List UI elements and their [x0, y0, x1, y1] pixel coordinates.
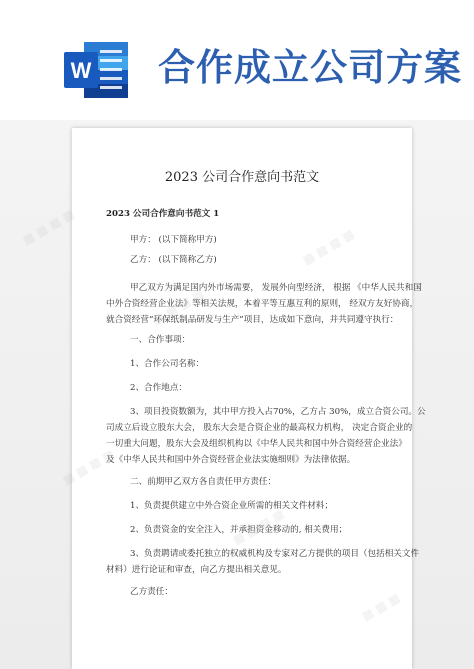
paragraph-line: 2、合作地点： — [130, 383, 188, 393]
section-heading: 一、合作事项： — [130, 335, 191, 345]
paragraph-line: 3、项目投资数额为，其中甲方投入占70%，乙方占 30%，成立合资公司。公 — [130, 407, 426, 417]
paragraph-line: 乙方责任： — [130, 587, 173, 597]
word-icon-letter: W — [70, 58, 92, 83]
paragraph-line: 甲方： (以下简称甲方) — [130, 235, 217, 245]
paragraph-line: 1、合作公司名称： — [130, 359, 205, 369]
word-icon — [62, 40, 130, 100]
paragraph-line: 乙方： (以下简称乙方) — [130, 255, 217, 265]
paragraph-line: 及《中华人民共和国中外合资经营企业法实施细则》为法律依据。 — [106, 455, 356, 465]
paragraph-line: 3、负责聘请或委托独立的权威机构及专家对乙方提供的项目（包括相关文件 — [130, 549, 420, 559]
paragraph-line: 材料）进行论证和审查，向乙方提出相关意见。 — [106, 565, 287, 575]
paragraph-line: 中外合资经营企业法》等相关法规，本着平等互惠互利的原则， 经双方友好协商， — [106, 299, 419, 309]
document-title: 2023 公司合作意向书范文 — [164, 170, 320, 185]
paragraph-line: 一切重大问题，股东大会及组织机构以《中华人民共和国中外合资经营企业法》 — [106, 439, 407, 449]
paragraph-line: 2、负责资金的安全注入，并承担资金移动的, 相关费用； — [130, 525, 348, 535]
paragraph-line: 司成立后设立股东大会， 股东大会是合资企业的最高权力机构， 决定合资企业的 — [106, 423, 413, 433]
document-page — [72, 128, 426, 669]
document-subtitle: 2023 公司合作意向书范文 1 — [106, 209, 220, 219]
section-heading: 二、前期甲乙双方各自责任甲方责任： — [130, 477, 277, 487]
paragraph-line: 甲乙双方为满足国内外市场需要， 发展外向型经济， 根据 《中华人民共和国 — [130, 283, 422, 293]
paragraph-line: 1、负责提供建立中外合资企业所需的相关文件材料； — [130, 501, 334, 511]
banner — [0, 0, 474, 135]
paragraph-line: 就合资经营“环保纸制品研发与生产”项目，达成如下意向，并共同遵守执行： — [106, 315, 399, 325]
banner-title: 合作成立公司方案 — [158, 46, 462, 89]
